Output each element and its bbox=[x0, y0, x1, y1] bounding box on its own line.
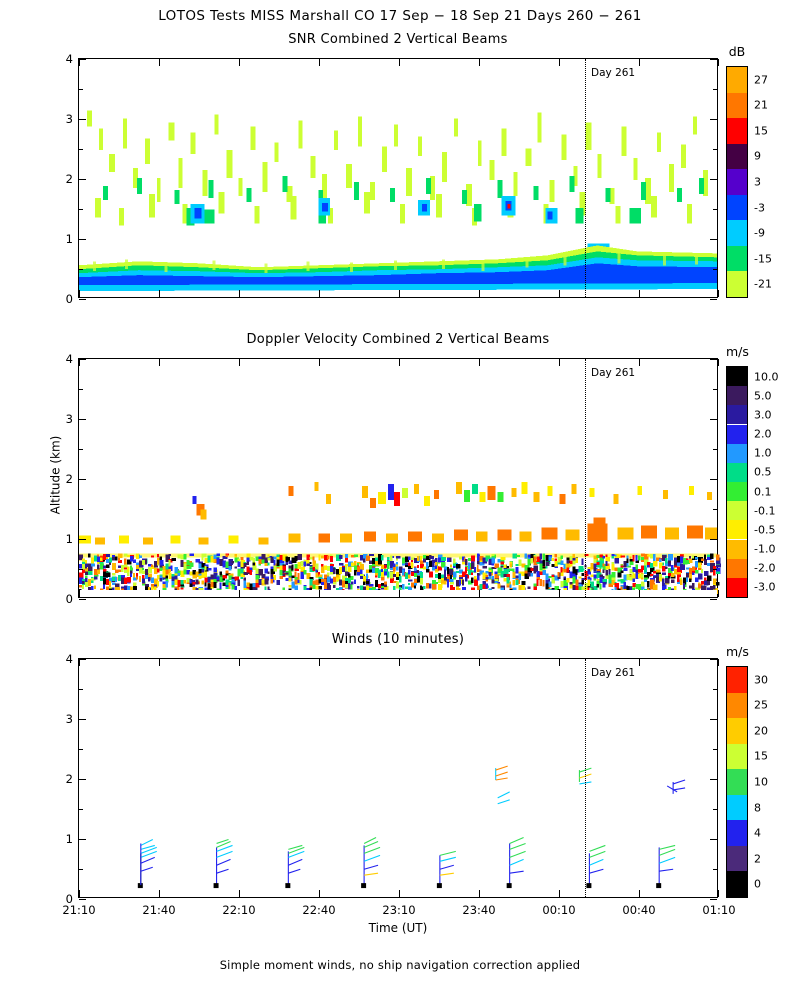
colorbar-tick-label: 0.1 bbox=[754, 485, 772, 499]
colorbar-tick-label: -15 bbox=[754, 252, 772, 266]
panel-doppler bbox=[48, 332, 718, 606]
x-axis-title: Time (UT) bbox=[368, 921, 428, 935]
ytick-winds-0: 0 bbox=[65, 892, 73, 906]
colorbar-swatch bbox=[727, 501, 747, 520]
colorbar-swatch bbox=[727, 246, 747, 272]
colorbar-snr-title: dB bbox=[728, 44, 746, 59]
xtick-0: 21:10 bbox=[62, 903, 96, 917]
colorbar-tick-label: 2.0 bbox=[754, 427, 772, 441]
panel-doppler-title: Doppler Velocity Combined 2 Vertical Beams bbox=[246, 332, 550, 347]
colorbar-swatch bbox=[727, 118, 747, 144]
day-marker-label-snr: Day 261 bbox=[591, 67, 636, 79]
ytick-winds-1: 1 bbox=[65, 832, 73, 846]
y-axis-title: Altitude (km) bbox=[48, 435, 63, 515]
colorbar-swatch bbox=[727, 93, 747, 119]
colorbar-swatch bbox=[727, 693, 747, 719]
colorbar-tick-label: 21 bbox=[754, 98, 768, 112]
colorbar-swatch bbox=[727, 846, 747, 872]
day-marker-snr bbox=[585, 59, 586, 297]
ytick-doppler-1: 1 bbox=[65, 532, 73, 546]
xtick-8: 01:10 bbox=[702, 903, 736, 917]
colorbar-tick-label: 0 bbox=[754, 877, 761, 891]
colorbar-tick-label: 3.0 bbox=[754, 408, 772, 422]
panel-snr-plot bbox=[65, 52, 718, 306]
colorbar-tick-label: 4 bbox=[754, 826, 761, 840]
colorbar-tick-label: 10.0 bbox=[754, 370, 779, 384]
colorbar-tick-label: 25 bbox=[754, 698, 768, 712]
colorbar-tick-label: 0.5 bbox=[754, 465, 772, 479]
colorbar-swatch bbox=[727, 386, 747, 405]
ytick-snr-4: 4 bbox=[65, 52, 73, 66]
colorbar-swatch bbox=[727, 67, 747, 93]
xtick-2: 22:10 bbox=[222, 903, 256, 917]
colorbar-swatch bbox=[727, 482, 747, 501]
colorbar-swatch bbox=[727, 559, 747, 578]
colorbar-tick-label: 15 bbox=[754, 124, 768, 138]
colorbar-tick-label: 5.0 bbox=[754, 389, 772, 403]
ytick-doppler-2: 2 bbox=[65, 472, 73, 486]
xtick-1: 21:40 bbox=[142, 903, 176, 917]
colorbar-winds bbox=[726, 644, 768, 898]
colorbar-tick-label: 30 bbox=[754, 673, 768, 687]
snr-contour-graphic bbox=[79, 59, 717, 297]
ytick-winds-2: 2 bbox=[65, 772, 73, 786]
colorbar-tick-label: -0.5 bbox=[754, 523, 776, 537]
ytick-doppler-4: 4 bbox=[65, 352, 73, 366]
colorbar-swatch bbox=[727, 578, 747, 597]
colorbar-tick-label: 10 bbox=[754, 775, 768, 789]
colorbar-swatch bbox=[727, 271, 747, 297]
colorbar-tick-label: -0.1 bbox=[754, 504, 776, 518]
colorbar-tick-label: -21 bbox=[754, 277, 772, 291]
xtick-7: 00:40 bbox=[622, 903, 656, 917]
colorbar-tick-label: -9 bbox=[754, 226, 765, 240]
ytick-winds-3: 3 bbox=[65, 712, 73, 726]
colorbar-swatch bbox=[727, 367, 747, 386]
colorbar-swatch bbox=[727, 820, 747, 846]
ytick-snr-2: 2 bbox=[65, 172, 73, 186]
panel-snr-title: SNR Combined 2 Vertical Beams bbox=[288, 32, 508, 47]
colorbar-tick-label: 3 bbox=[754, 175, 761, 189]
xtick-6: 00:10 bbox=[542, 903, 576, 917]
colorbar-swatch bbox=[727, 667, 747, 693]
colorbar-tick-label: -1.0 bbox=[754, 542, 776, 556]
colorbar-snr bbox=[726, 44, 772, 298]
colorbar-tick-label: 20 bbox=[754, 724, 768, 738]
xtick-3: 22:40 bbox=[302, 903, 336, 917]
panel-winds-title: Winds (10 minutes) bbox=[331, 632, 465, 647]
footer-note: Simple moment winds, no ship navigation correction applied bbox=[219, 958, 581, 972]
colorbar-swatch bbox=[727, 744, 747, 770]
colorbar-swatch bbox=[727, 169, 747, 195]
colorbar-winds-title: m/s bbox=[726, 644, 749, 659]
colorbar-tick-label: 27 bbox=[754, 73, 768, 87]
panel-doppler-plot bbox=[65, 352, 718, 606]
doppler-contour-graphic bbox=[79, 359, 717, 597]
colorbar-swatch bbox=[727, 540, 747, 559]
ytick-doppler-0: 0 bbox=[65, 592, 73, 606]
colorbar-swatch bbox=[727, 444, 747, 463]
winds-barbs-graphic bbox=[79, 659, 717, 897]
colorbar-swatch bbox=[727, 463, 747, 482]
colorbar-swatch bbox=[727, 405, 747, 424]
colorbar-swatch bbox=[727, 871, 747, 897]
colorbar-swatch bbox=[727, 425, 747, 444]
day-marker-label-winds: Day 261 bbox=[591, 667, 636, 679]
panel-winds bbox=[62, 632, 736, 935]
colorbar-tick-label: -3.0 bbox=[754, 580, 776, 594]
colorbar-tick-label: 15 bbox=[754, 749, 768, 763]
colorbar-doppler-title: m/s bbox=[726, 344, 749, 359]
colorbar-swatch bbox=[727, 220, 747, 246]
colorbar-tick-label: 1.0 bbox=[754, 446, 772, 460]
colorbar-tick-label: -3 bbox=[754, 201, 765, 215]
colorbar-swatch bbox=[727, 718, 747, 744]
ytick-snr-3: 3 bbox=[65, 112, 73, 126]
colorbar-tick-label: -2.0 bbox=[754, 561, 776, 575]
day-marker-doppler bbox=[585, 359, 586, 597]
ytick-winds-4: 4 bbox=[65, 652, 73, 666]
colorbar-doppler bbox=[726, 344, 779, 598]
colorbar-tick-label: 9 bbox=[754, 149, 761, 163]
colorbar-swatch bbox=[727, 144, 747, 170]
ytick-snr-0: 0 bbox=[65, 292, 73, 306]
xtick-4: 23:10 bbox=[382, 903, 416, 917]
colorbar-swatch bbox=[727, 195, 747, 221]
panel-winds-plot bbox=[62, 652, 736, 935]
xtick-5: 23:40 bbox=[462, 903, 496, 917]
panel-snr bbox=[65, 32, 718, 306]
colorbar-swatch bbox=[727, 795, 747, 821]
day-marker-label-doppler: Day 261 bbox=[591, 367, 636, 379]
colorbar-tick-label: 2 bbox=[754, 852, 761, 866]
figure-title: LOTOS Tests MISS Marshall CO 17 Sep − 18 Sep 21 Days 260 − 261 bbox=[158, 8, 642, 24]
colorbar-swatch bbox=[727, 520, 747, 539]
colorbar-tick-label: 8 bbox=[754, 801, 761, 815]
colorbar-swatch bbox=[727, 769, 747, 795]
ytick-doppler-3: 3 bbox=[65, 412, 73, 426]
ytick-snr-1: 1 bbox=[65, 232, 73, 246]
day-marker-winds bbox=[585, 659, 586, 897]
